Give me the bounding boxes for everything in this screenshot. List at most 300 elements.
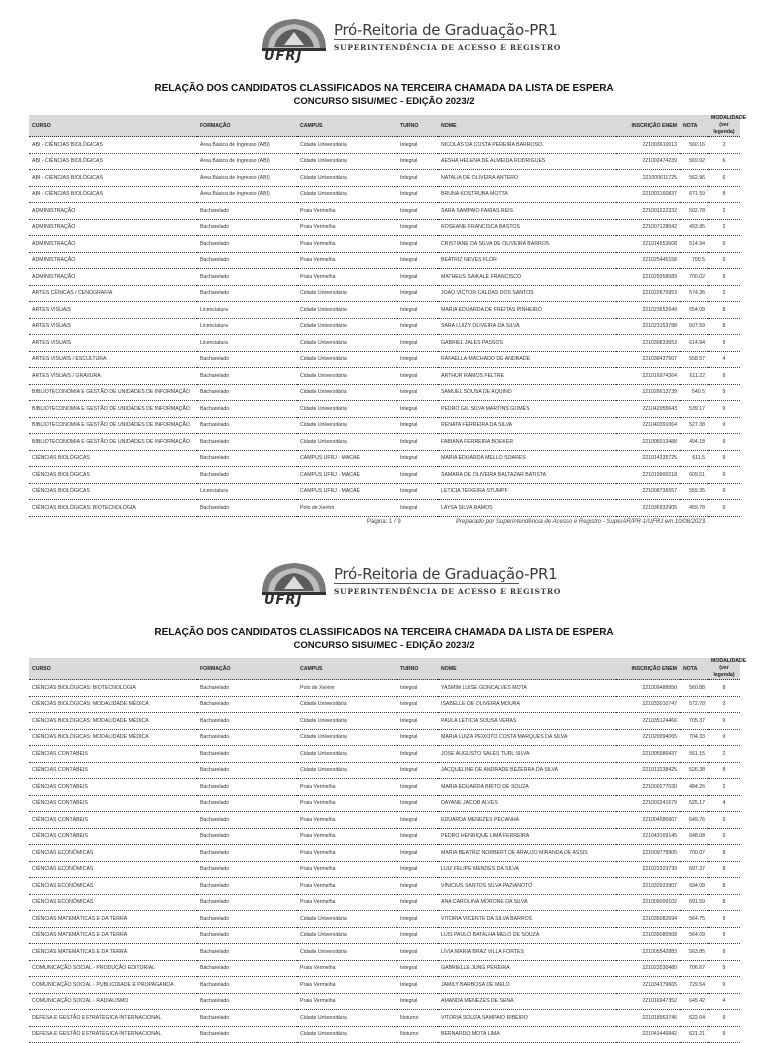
cell-nome: CRISTIANE DA SILVA DE OLIVEIRA BARROS [438, 236, 616, 253]
cell-curso: ARTES VISUAIS / ESCULTURA [29, 351, 197, 368]
cell-campus: Cidade Universitária [297, 384, 397, 401]
cell-inscricao: 221034179665 [616, 977, 680, 994]
cell-formacao: Bacharelado [197, 467, 297, 484]
cell-nome: MARIA EDUARDA DE FREITAS PINHEIRO [438, 302, 616, 319]
column-header-formacao: FORMAÇÃO [197, 115, 297, 137]
logo-subtitle: SUPERINTENDÊNCIA DE ACESSO E REGISTRO [334, 43, 562, 52]
column-header-turno: TURNO [397, 658, 438, 680]
column-header-campus: CAMPUS [297, 658, 397, 680]
cell-turno: Integral [397, 170, 438, 187]
cell-campus: Praia Vermelha [297, 812, 397, 829]
cell-campus: Cidade Universitária [297, 696, 397, 713]
cell-nome: PEDRO HENRIQUE LIMA FERREIRA [438, 828, 616, 845]
cell-modalidade: 4 [708, 993, 740, 1010]
cell-modalidade: 2 [708, 137, 740, 154]
cell-nota: 609.51 [680, 467, 708, 484]
cell-nota: 525.17 [680, 795, 708, 812]
cell-modalidade: 6 [708, 153, 740, 170]
cell-nota: 507.59 [680, 318, 708, 335]
cell-inscricao: 221022323739 [616, 861, 680, 878]
cell-curso: CIÊNCIAS CONTÁBEIS [29, 828, 197, 845]
cell-nome: ARTHUR RAMOS FELTRE [438, 368, 616, 385]
cell-formacao: Licenciatura [197, 302, 297, 319]
cell-curso: CIÊNCIAS ECONÔMICAS [29, 861, 197, 878]
cell-modalidade: 4 [708, 351, 740, 368]
cell-campus: Praia Vermelha [297, 977, 397, 994]
cell-nome: SARA LUIZY OLIVEIRA DA SILVA [438, 318, 616, 335]
cell-campus: Cidade Universitária [297, 318, 397, 335]
cell-campus: Cidade Universitária [297, 434, 397, 451]
table-row [29, 302, 740, 319]
document-subtitle: CONCURSO SISU/MEC - EDIÇÃO 2023/2 [293, 96, 475, 107]
cell-campus: Cidade Universitária [297, 285, 397, 302]
candidates-table [29, 115, 747, 517]
cell-turno: Integral [397, 252, 438, 269]
cell-nome: LUIS PAULO BATALHA MELO DE SOUZA [438, 927, 616, 944]
cell-nome: SARA SAMPAIO FARIAS REIS [438, 203, 616, 220]
cell-campus: Praia Vermelha [297, 252, 397, 269]
cell-nota: 691.59 [680, 894, 708, 911]
cell-curso: ARTES CÊNICAS / CENOGRAFIA [29, 285, 197, 302]
cell-nota: 563.85 [680, 944, 708, 961]
cell-formacao: Bacharelado [197, 795, 297, 812]
column-header-nome: NOME [438, 658, 616, 680]
column-header-campus: CAMPUS [297, 115, 397, 137]
cell-curso: CIÊNCIAS BIOLÓGICAS [29, 467, 197, 484]
cell-nota: 700.07 [680, 845, 708, 862]
cell-formacao: Área Básica de Ingresso (ABI) [197, 153, 297, 170]
cell-formacao: Bacharelado [197, 434, 297, 451]
table-row [29, 153, 740, 170]
cell-curso: CIÊNCIAS ECONÔMICAS [29, 894, 197, 911]
cell-turno: Integral [397, 779, 438, 796]
cell-turno: Integral [397, 680, 438, 697]
cell-curso: ARTES VISUAIS [29, 318, 197, 335]
logo-title: Pró-Reitoria de Graduação-PR1 [334, 565, 558, 583]
cell-inscricao: 221038437507 [616, 351, 680, 368]
table-row [29, 713, 740, 730]
cell-curso: ADMINISTRAÇÃO [29, 236, 197, 253]
cell-nome: JACQUELINE DE ANDRADE BEZERRA DA SILVA [438, 762, 616, 779]
cell-campus: Praia Vermelha [297, 845, 397, 862]
cell-nota: 560.16 [680, 137, 708, 154]
cell-turno: Integral [397, 911, 438, 928]
cell-formacao: Bacharelado [197, 729, 297, 746]
table-row [29, 252, 740, 269]
column-header-turno: TURNO [397, 115, 438, 137]
cell-curso: CIÊNCIAS MATEMÁTICAS E DA TERRA [29, 927, 197, 944]
table-body [29, 680, 740, 1043]
cell-inscricao: 221009488950 [616, 680, 680, 697]
cell-modalidade: 9 [708, 927, 740, 944]
cell-campus: Cidade Universitária [297, 911, 397, 928]
cell-turno: Integral [397, 927, 438, 944]
cell-nome: PEDRO GIL SILVA MARTINS GOMES [438, 401, 616, 418]
cell-inscricao: 221023652649 [616, 302, 680, 319]
cell-turno: Integral [397, 894, 438, 911]
cell-formacao: Bacharelado [197, 828, 297, 845]
cell-inscricao: 221026613739 [616, 384, 680, 401]
cell-nome: NATALIA DE OLIVEIRA ANTERO [438, 170, 616, 187]
cell-nota: 514.94 [680, 236, 708, 253]
cell-nota: 648.08 [680, 828, 708, 845]
cell-nome: YASMIM LUISE GONCALVES MOTA [438, 680, 616, 697]
table-row [29, 729, 740, 746]
cell-modalidade: 9 [708, 812, 740, 829]
table-row [29, 878, 740, 895]
cell-formacao: Bacharelado [197, 713, 297, 730]
cell-nota: 526.38 [680, 762, 708, 779]
cell-modalidade: 9 [708, 335, 740, 352]
table-row [29, 467, 740, 484]
cell-campus: Cidade Universitária [297, 762, 397, 779]
ufrj-logo [258, 559, 562, 609]
cell-nota: 671.59 [680, 186, 708, 203]
cell-modalidade: 6 [708, 170, 740, 187]
cell-turno: Integral [397, 351, 438, 368]
table-row [29, 894, 740, 911]
cell-nota: 560.88 [680, 680, 708, 697]
cell-inscricao: 221035124466 [616, 713, 680, 730]
cell-curso: CIÊNCIAS BIOLÓGICAS: MODALIDADE MÉDICA [29, 696, 197, 713]
table-row [29, 993, 740, 1010]
table-row [29, 944, 740, 961]
cell-formacao: Área Básica de Ingresso (ABI) [197, 170, 297, 187]
logo-acronym: UFRJ [264, 49, 303, 64]
cell-curso: CIÊNCIAS CONTÁBEIS [29, 762, 197, 779]
cell-campus: Cidade Universitária [297, 1010, 397, 1027]
cell-nome: MARIA EDUARDA BRITO DE SOUZA [438, 779, 616, 796]
cell-curso: CIÊNCIAS BIOLÓGICAS [29, 450, 197, 467]
cell-inscricao: 221016974364 [616, 368, 680, 385]
logo-acronym: UFRJ [264, 593, 303, 608]
cell-turno: Integral [397, 500, 438, 517]
cell-modalidade: 9 [708, 911, 740, 928]
document-subtitle: CONCURSO SISU/MEC - EDIÇÃO 2023/2 [293, 640, 475, 651]
cell-nome: MARIA LUIZA PEIXOTO COSTA MARQUES DA SILVA [438, 729, 616, 746]
cell-inscricao: 221018963746 [616, 1010, 680, 1027]
cell-modalidade: 9 [708, 384, 740, 401]
cell-campus: Praia Vermelha [297, 236, 397, 253]
column-header-inscricao: INSCRIÇÃO ENEM [616, 115, 680, 137]
cell-modalidade: 8 [708, 845, 740, 862]
column-header-curso: CURSO [29, 658, 197, 680]
cell-turno: Integral [397, 236, 438, 253]
cell-inscricao: 221002241679 [616, 795, 680, 812]
cell-inscricao: 221043169145 [616, 828, 680, 845]
cell-modalidade: 9 [708, 483, 740, 500]
cell-nome: LIVIA MARIA BRAZ VILLA FORTES [438, 944, 616, 961]
cell-modalidade: 9 [708, 828, 740, 845]
cell-modalidade: 4 [708, 795, 740, 812]
cell-campus: Polo de Xerém [297, 500, 397, 517]
cell-modalidade: 2 [708, 779, 740, 796]
cell-curso: BIBLIOTECONOMIA E GESTÃO DE UNIDADES DE INFORMAÇÃO [29, 417, 197, 434]
cell-campus: Polo de Xerém [297, 680, 397, 697]
candidates-table [29, 658, 747, 1043]
cell-inscricao: 221020094065 [616, 729, 680, 746]
cell-campus: Cidade Universitária [297, 368, 397, 385]
cell-formacao: Bacharelado [197, 219, 297, 236]
cell-inscricao: 221007128042 [616, 219, 680, 236]
cell-nota: 700.5 [680, 252, 708, 269]
cell-campus: Cidade Universitária [297, 927, 397, 944]
cell-curso: BIBLIOTECONOMIA E GESTÃO DE UNIDADES DE INFORMAÇÃO [29, 401, 197, 418]
column-header-formacao: FORMAÇÃO [197, 658, 297, 680]
cell-curso: ARTES VISUAIS / GRAVURA [29, 368, 197, 385]
cell-nota: 705.37 [680, 713, 708, 730]
cell-campus: CAMPUS UFRJ - MACAÉ [297, 483, 397, 500]
cell-turno: Noturno [397, 1026, 438, 1043]
cell-nota: 694.08 [680, 878, 708, 895]
cell-nota: 558.57 [680, 351, 708, 368]
cell-campus: Cidade Universitária [297, 302, 397, 319]
cell-nota: 645.42 [680, 993, 708, 1010]
cell-campus: Cidade Universitária [297, 170, 397, 187]
cell-turno: Integral [397, 318, 438, 335]
cell-inscricao: 221006013488 [616, 434, 680, 451]
cell-turno: Integral [397, 203, 438, 220]
cell-formacao: Licenciatura [197, 318, 297, 335]
cell-turno: Integral [397, 219, 438, 236]
cell-campus: Praia Vermelha [297, 861, 397, 878]
cell-campus: Cidade Universitária [297, 351, 397, 368]
cell-nome: FABIANA FERREIRA BOEKER [438, 434, 616, 451]
cell-nota: 484.26 [680, 779, 708, 796]
cell-formacao: Bacharelado [197, 1010, 297, 1027]
cell-nota: 706.67 [680, 960, 708, 977]
cell-turno: Integral [397, 861, 438, 878]
table-row [29, 795, 740, 812]
cell-turno: Integral [397, 845, 438, 862]
cell-turno: Integral [397, 269, 438, 286]
table-row [29, 927, 740, 944]
cell-formacao: Bacharelado [197, 812, 297, 829]
column-header-nota: NOTA [680, 115, 708, 137]
cell-formacao: Bacharelado [197, 894, 297, 911]
cell-curso: CIÊNCIAS BIOLÓGICAS: MODALIDADE MÉDICA [29, 713, 197, 730]
cell-nome: MARIA EDUARDA MELLO SOARES [438, 450, 616, 467]
cell-nome: ROSEANE FRANCISCA BASTOS [438, 219, 616, 236]
cell-campus: Praia Vermelha [297, 960, 397, 977]
cell-turno: Integral [397, 137, 438, 154]
cell-turno: Integral [397, 434, 438, 451]
cell-nome: VITORIA VICENTE DA SILVA BARROS [438, 911, 616, 928]
cell-nota: 700.02 [680, 269, 708, 286]
cell-inscricao: 221009000102 [616, 894, 680, 911]
cell-turno: Integral [397, 335, 438, 352]
cell-nome: BERNARDO MOTA LIMA [438, 1026, 616, 1043]
cell-campus: Praia Vermelha [297, 779, 397, 796]
cell-modalidade: 2 [708, 285, 740, 302]
cell-formacao: Área Básica de Ingresso (ABI) [197, 137, 297, 154]
cell-modalidade: 9 [708, 713, 740, 730]
cell-campus: Cidade Universitária [297, 153, 397, 170]
cell-formacao: Bacharelado [197, 417, 297, 434]
cell-turno: Integral [397, 746, 438, 763]
cell-formacao: Bacharelado [197, 680, 297, 697]
cell-turno: Integral [397, 384, 438, 401]
cell-inscricao: 221022530480 [616, 960, 680, 977]
document-title: RELAÇÃO DOS CANDIDATOS CLASSIFICADOS NA TERCEIRA CHAMADA DA LISTA DE ESPERA [154, 627, 614, 638]
table-row [29, 845, 740, 862]
cell-nome: JOSE AUGUSTO SALES TURL SILVA [438, 746, 616, 763]
cell-turno: Integral [397, 795, 438, 812]
cell-formacao: Bacharelado [197, 384, 297, 401]
cell-formacao: Bacharelado [197, 1026, 297, 1043]
cell-inscricao: 221004586907 [616, 812, 680, 829]
column-header-nota: NOTA [680, 658, 708, 680]
cell-formacao: Bacharelado [197, 960, 297, 977]
document-page-2 [0, 545, 768, 1038]
cell-modalidade: 9 [708, 368, 740, 385]
cell-inscricao: 221035082694 [616, 911, 680, 928]
cell-curso: CIÊNCIAS CONTÁBEIS [29, 795, 197, 812]
cell-inscricao: 221019900218 [616, 467, 680, 484]
cell-inscricao: 221001222332 [616, 203, 680, 220]
cell-curso: DEFESA E GESTÃO ESTRATÉGICA INTERNACIONAL [29, 1026, 197, 1043]
cell-formacao: Bacharelado [197, 696, 297, 713]
table-row [29, 269, 740, 286]
cell-nome: RAFAELLA MACHADO DE ANDRADE [438, 351, 616, 368]
column-header-inscricao: INSCRIÇÃO ENEM [616, 658, 680, 680]
cell-inscricao: 221030833653 [616, 335, 680, 352]
table-row [29, 779, 740, 796]
cell-curso: ADMINISTRAÇÃO [29, 252, 197, 269]
cell-campus: Praia Vermelha [297, 203, 397, 220]
cell-nome: VITORIA SOUZA SAMPAIO RIBEIRO [438, 1010, 616, 1027]
cell-inscricao: 221042955643 [616, 401, 680, 418]
cell-curso: BIBLIOTECONOMIA E GESTÃO DE UNIDADES DE INFORMAÇÃO [29, 384, 197, 401]
table-row [29, 170, 740, 187]
cell-nota: 559.35 [680, 483, 708, 500]
cell-curso: ABI - CIÊNCIAS BIOLÓGICAS [29, 137, 197, 154]
cell-curso: CIÊNCIAS ECONÔMICAS [29, 878, 197, 895]
table-row [29, 285, 740, 302]
cell-formacao: Bacharelado [197, 450, 297, 467]
cell-nome: LAYSA SILVA RAMOS [438, 500, 616, 517]
cell-inscricao: 221014553608 [616, 236, 680, 253]
cell-nome: GABRIEL JALES PASSOS [438, 335, 616, 352]
cell-curso: ARTES VISUAIS [29, 335, 197, 352]
cell-nota: 649.76 [680, 812, 708, 829]
ufrj-logo [258, 15, 562, 65]
table-row [29, 137, 740, 154]
cell-nota: 574.36 [680, 285, 708, 302]
cell-curso: COMUNICAÇÃO SOCIAL - RADIALISMO [29, 993, 197, 1010]
cell-inscricao: 221029358589 [616, 269, 680, 286]
cell-nome: NICOLAS DA COSTA PEREIRA BARROSO [438, 137, 616, 154]
table-row [29, 680, 740, 697]
cell-curso: CIÊNCIAS BIOLÓGICAS: MODALIDADE MÉDICA [29, 729, 197, 746]
cell-nota: 611.22 [680, 368, 708, 385]
cell-turno: Integral [397, 483, 438, 500]
cell-nota: 564.75 [680, 911, 708, 928]
cell-turno: Integral [397, 993, 438, 1010]
table-row [29, 861, 740, 878]
cell-campus: Praia Vermelha [297, 795, 397, 812]
cell-nota: 540.5 [680, 384, 708, 401]
cell-nome: BEATRIZ NEVES FLOR [438, 252, 616, 269]
table-row [29, 812, 740, 829]
cell-curso: ABI - CIÊNCIAS BIOLÓGICAS [29, 153, 197, 170]
cell-modalidade: 9 [708, 1010, 740, 1027]
cell-curso: ADMINISTRAÇÃO [29, 269, 197, 286]
logo-divider [334, 39, 519, 40]
cell-modalidade: 9 [708, 729, 740, 746]
cell-nota: 611.5 [680, 450, 708, 467]
cell-formacao: Bacharelado [197, 746, 297, 763]
table-row [29, 746, 740, 763]
cell-nome: VINICIUS SANTOS SILVA PAZIANOTO [438, 878, 616, 895]
cell-modalidade: 9 [708, 401, 740, 418]
table-row [29, 828, 740, 845]
cell-turno: Integral [397, 713, 438, 730]
cell-formacao: Bacharelado [197, 351, 297, 368]
cell-curso: ABI - CIÊNCIAS BIOLÓGICAS [29, 186, 197, 203]
cell-turno: Integral [397, 467, 438, 484]
table-row [29, 960, 740, 977]
cell-turno: Integral [397, 762, 438, 779]
cell-formacao: Bacharelado [197, 845, 297, 862]
cell-campus: CAMPUS UFRJ - MACAÉ [297, 450, 397, 467]
table-row [29, 335, 740, 352]
cell-inscricao: 221022676953 [616, 285, 680, 302]
cell-curso: CIÊNCIAS CONTÁBEIS [29, 746, 197, 763]
cell-inscricao: 221008736557 [616, 483, 680, 500]
cell-modalidade: 8 [708, 762, 740, 779]
cell-nota: 572.78 [680, 696, 708, 713]
cell-inscricao: 221014335725 [616, 450, 680, 467]
cell-curso: BIBLIOTECONOMIA E GESTÃO DE UNIDADES DE INFORMAÇÃO [29, 434, 197, 451]
cell-curso: CIÊNCIAS BIOLÓGICAS [29, 483, 197, 500]
cell-nome: SAMUEL SOUSA DE AQUINO [438, 384, 616, 401]
cell-turno: Integral [397, 368, 438, 385]
cell-formacao: Bacharelado [197, 927, 297, 944]
cell-inscricao: 221013238425 [616, 762, 680, 779]
cell-inscricao: 221000277030 [616, 779, 680, 796]
cell-campus: Cidade Universitária [297, 186, 397, 203]
cell-nome: SAMARA DE OLIVEIRA BALTAZAR BATISTA [438, 467, 616, 484]
cell-nome: MARIA BEATRIZ NORBERT DE ARAUJO MIRANDA DE ASSIS [438, 845, 616, 862]
cell-turno: Integral [397, 302, 438, 319]
table-row [29, 417, 740, 434]
table-row [29, 351, 740, 368]
logo-divider [334, 583, 519, 584]
table-header-row [29, 658, 740, 680]
cell-nota: 494.18 [680, 434, 708, 451]
cell-curso: CIÊNCIAS CONTÁBEIS [29, 812, 197, 829]
cell-modalidade: 9 [708, 1026, 740, 1043]
column-header-curso: CURSO [29, 115, 197, 137]
table-row [29, 483, 740, 500]
table-row [29, 186, 740, 203]
table-row [29, 236, 740, 253]
cell-campus: Praia Vermelha [297, 269, 397, 286]
table-row [29, 1026, 740, 1043]
cell-modalidade: 6 [708, 500, 740, 517]
cell-nome: JAMILY BARBOSA DE MELO [438, 977, 616, 994]
cell-campus: Cidade Universitária [297, 713, 397, 730]
cell-formacao: Bacharelado [197, 878, 297, 895]
cell-turno: Integral [397, 401, 438, 418]
cell-formacao: Bacharelado [197, 944, 297, 961]
cell-nome: EDUARDA MENEZES PECANHA [438, 812, 616, 829]
cell-campus: Cidade Universitária [297, 401, 397, 418]
cell-modalidade: 2 [708, 696, 740, 713]
cell-formacao: Área Básica de Ingresso (ABI) [197, 186, 297, 203]
cell-nome: LUIZ FELIPE MENDES DA SILVA [438, 861, 616, 878]
